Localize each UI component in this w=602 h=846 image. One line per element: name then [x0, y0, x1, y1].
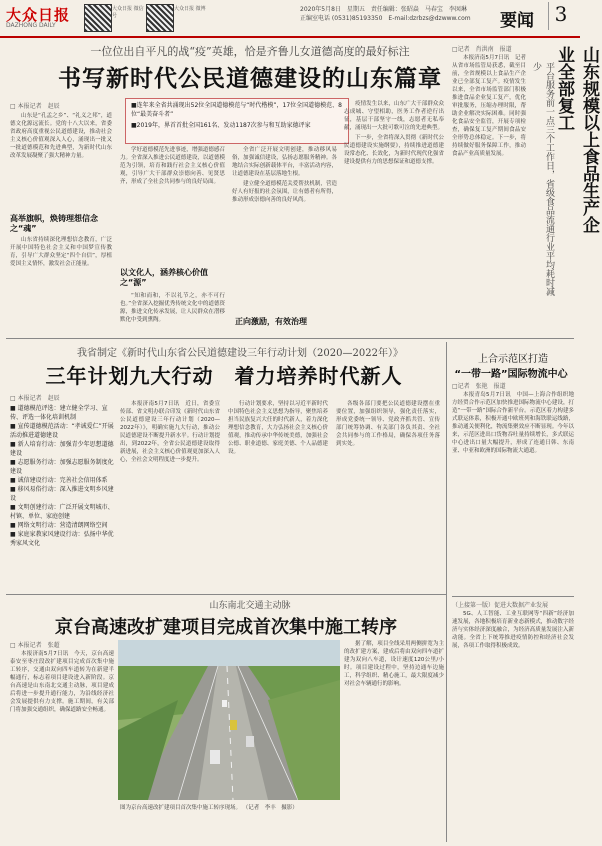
page-number: 3 [548, 2, 573, 30]
qr-code-icon [146, 4, 174, 32]
story1-highlight-box [125, 98, 349, 144]
action-item: ■ 网络文明行动：营造清朗网络空间 [10, 522, 108, 529]
logistics-byline: □记者 张艳 报道 [452, 383, 506, 390]
story2-actions-list [10, 404, 114, 548]
story3-text: 本报济南5月7日讯 今天，京台高速泰安至枣庄段改扩建项目完成首次集中施工转序，交通由双向四车道转为在新建半幅通行，标志着项目建设进入新阶段。京台高速是山东南北交通主动脉，项目建成后将进一步提升通行能力，为沿线经济社会发展提供有力支撑。施工期间，有关部门将加强交通组织，确保道路安全畅通。 [10, 651, 114, 713]
newspaper-logo-sub: DAZHONG DAILY [6, 22, 56, 29]
story1-kicker: 一位位出自平凡的战“疫”英雄，恰是齐鲁儿女道德高度的最好标注 [90, 45, 410, 58]
vertical-kicker: 平台服务前一点三个工作日，省级食品流通行业平均耗时减少 [531, 62, 554, 296]
vertical-headline: 山东规模以上食品生产企业全部复工 [554, 46, 599, 233]
divider [6, 594, 446, 595]
story1-subhead3: 正向激励，有效治理 [235, 317, 307, 326]
section-name: 要闻 [500, 11, 534, 31]
box-item: ■2019年，界首首批全国161名、发动1187次参与和互助家德评家 [131, 122, 311, 129]
story1-col1: 山东是“孔孟之乡”、“礼义之邦”，道德文化源远流长。党的十八大以来，省委省政府高度重视公民道德建设，推动社会主义核心价值观深入人心，涌现出一批又一批道德模范和先进典型，为新时代山东改革发展凝聚了强大精神力量。 [10, 113, 112, 159]
story3-headline: 京台高速改扩建项目完成首次集中施工转序 [55, 617, 397, 638]
story3-text-right: 据了解，项目全线采用两侧拼宽为主的改扩建方案，建成后将由双向四车道扩建为双向八车道，设计速度120公里/小时。项目建设过程中，坚持边通车边施工，科学组织、精心施工，最大限度减少对社会车辆通行的影响。 [344, 641, 444, 687]
action-item: ■ 新人培育行动：加强青少年思想道德建设 [10, 441, 114, 457]
vertical-byline: □记者 肖洪南 报道 [452, 46, 512, 53]
masthead-info [300, 5, 471, 23]
story2-col3: 各级各部门要把公民道德建设摆在重要位置，加强组织领导，强化责任落实，形成党委统一领导、党政齐抓共管、宣传部门统筹协调、有关部门各负其责、全社会共同参与的工作格局，确保各项任务落到实处。 [336, 401, 440, 447]
divider [6, 338, 574, 339]
story1-subhead2: 以文化人，涵养核心价值之“源” [120, 268, 208, 287]
story2-kicker: 我省制定《新时代山东省公民道德建设三年行动计划（2020—2022年）》 [77, 348, 403, 359]
column-divider [446, 342, 447, 842]
logistics-text: 本报青岛5月7日讯 中国—上海合作组织地方经贸合作示范区加快推进国际物流中心建设，打造“一带一路”国际合作新平台。示范区着力构建多式联运体系，积极开通中欧班列和海铁联运线路，推动通关便利化，物流集聚效应不断显现。今年以来，示范区进出口货物吞吐量持续增长，多式联运中心进出口量大幅提升，形成了连通日韩、东南亚、中亚和欧洲的国际物流大通道。 [452, 392, 574, 454]
story2-col1: 本报济南5月7日讯 近日，省委宣传部、省文明办联合印发《新时代山东省公民道德建设三年行动计划（2020—2022年）》，明确实施九大行动，推动公民道德建设不断提升新水平。行动计划提出，到2022年，全省公民道德建设取得新进展，社会主义核心价值观更加深入人心，全社会文明程度进一步提升。 [120, 401, 220, 463]
story2-byline: □ 本报记者 赵辰 [10, 395, 60, 402]
photo-caption-text: 图为京台高速改扩建项目首次集中施工转序现场。 [120, 805, 242, 811]
action-item: ■ 道德模范评选：建立健全学习、宣传、评选一体化培训机制 [10, 405, 108, 421]
vertical-story-text: 本报济南5月7日讯 记者从省市场监管局获悉，截至目前，全省规模以上食品生产企业已全部复工复产。疫情发生以来，全省市场监管部门积极推进食品企业复工复产，优化审批服务，压缩办理时限，帮助企业解决实际困难。同时强化食品安全监管，开展专项检查，确保复工复产期间食品安全形势总体稳定。下一步，将持续做好服务保障工作，推动食品产业高质量发展。 [452, 55, 526, 157]
story2-col2: 行动计划要求，坚持以习近平新时代中国特色社会主义思想为指导，聚焦培养担当民族复兴大任的时代新人，着力深化理想信念教育，大力弘扬社会主义核心价值观，推动传承中华传统美德，加强社会公德、职业道德、家庭美德、个人品德建设。 [228, 401, 328, 455]
action-item: ■ 诚信建设行动：完善社会信用体系 [10, 477, 108, 484]
continued-text: 5G、人工智能、工业互联网等“四新”经济加速发展，各地积极培育新业态新模式，推动数字经济与实体经济深度融合，为经济高质量发展注入新动能。全省上下统筹推进疫情防控和经济社会发展，各项工作取得积极成效。 [452, 611, 574, 649]
divider [452, 596, 574, 597]
highway-photo [118, 640, 340, 800]
story2-headline: 三年计划九大行动 着力培养时代新人 [45, 364, 403, 388]
action-item: ■ 移风易俗行动：深入推进文明乡风建设 [10, 486, 114, 502]
highway-photo-illustration [118, 640, 340, 800]
story1-col4: 疫情发生以来，山东广大干部群众众志成城、守望相助，医务工作者逆行出征，基层干部坚守一线，志愿者无私奉献，涌现出一大批可歌可泣的先进典型。 下一步，全省将深入贯彻《新时代公民道德建设实施纲要》，持续推进道德建设常态化、长效化，为新时代现代化强省建设提供有力的思想保证和道德支撑。 [344, 101, 444, 165]
photo-credit: （记者 李丰 摄影） [242, 805, 298, 811]
story3-kicker: 山东南北交通主动脉 [209, 601, 291, 611]
phone-line: 正编室电话 (0531)85193350 E-mail:dzrbzs@dzwww.com [300, 15, 471, 22]
continued-label: （上接第一版）促进大数据产业发展 [452, 602, 549, 609]
newspaper-logo: 大众日报 [6, 6, 71, 24]
box-item: ■连年来全省共涌现出52位全国道德模范与“时代楷模”，17位全国道德模范、8位“最美奋斗者” [131, 102, 342, 118]
story1-col2: 学好道德模范先进事迹，增强道德感召力。全省深入推进公民道德建设，以道德模范为引领，培育和践行社会主义核心价值观，引导广大干部群众崇德向善、见贤思齐，形成了全社会共同参与的良好局面。 [120, 147, 225, 185]
qr-label-weibo: 大众日报 微博 [174, 6, 206, 12]
qr-label-wechat: 大众日报 微信号 [112, 6, 144, 19]
story1-col2b: “知和而和，不以礼节之，亦不可行也。”全省深入挖掘优秀传统文化中的道德资源，推进文化传承发展，让人民群众在潜移默化中受到熏陶。 [120, 293, 225, 323]
story1-headline: 书写新时代公民道德建设的山东篇章 [58, 66, 442, 92]
story1-col1b: 山东省持续深化理想信念教育，广泛开展中国特色社会主义和中国梦宣传教育，引导广大群众坚定“四个自信”，厚植爱国主义情怀，激发社会正能量。 [10, 237, 112, 267]
action-item: ■ 文明创建行动：广泛开展文明城市、村镇、单位、家庭创建 [10, 504, 114, 520]
logistics-headline1: 上合示范区打造 [478, 354, 548, 365]
story1-subhead1: 高举旗帜，焕铸理想信念之“魂” [10, 214, 98, 233]
action-item: ■ 宣传道德模范活动：“孝诚爱仁”开展活动推进道德建设 [10, 423, 114, 439]
qr-code-icon [84, 4, 112, 32]
story1-byline: □ 本报记者 赵辰 [10, 103, 60, 110]
action-item: ■ 志愿服务行动：加强志愿服务制度化建设 [10, 459, 114, 475]
action-item: ■ 家庭家教家风建设行动：弘扬中华优秀家风文化 [10, 531, 114, 547]
story1-col3: 全省广泛开展文明创建，推动移风易俗，加强诚信建设，弘扬志愿服务精神。各地结合实际创新载体平台，丰富活动内容，让道德建设在基层落地生根。 建立健全道德模范关爱帮扶机制，营造好人有好报的社会氛围，让有德者有所得，推动形成崇德向善的良好风尚。 [232, 147, 337, 203]
logistics-headline2: “一带一路”国际物流中心 [454, 369, 568, 380]
story3-byline: □ 本报记者 张超 [10, 642, 60, 649]
photo-caption [120, 803, 340, 811]
date-line: 2020年5月8日 星期五 责任编辑：张昭焱 马春宝 李囡琳 [300, 6, 467, 13]
